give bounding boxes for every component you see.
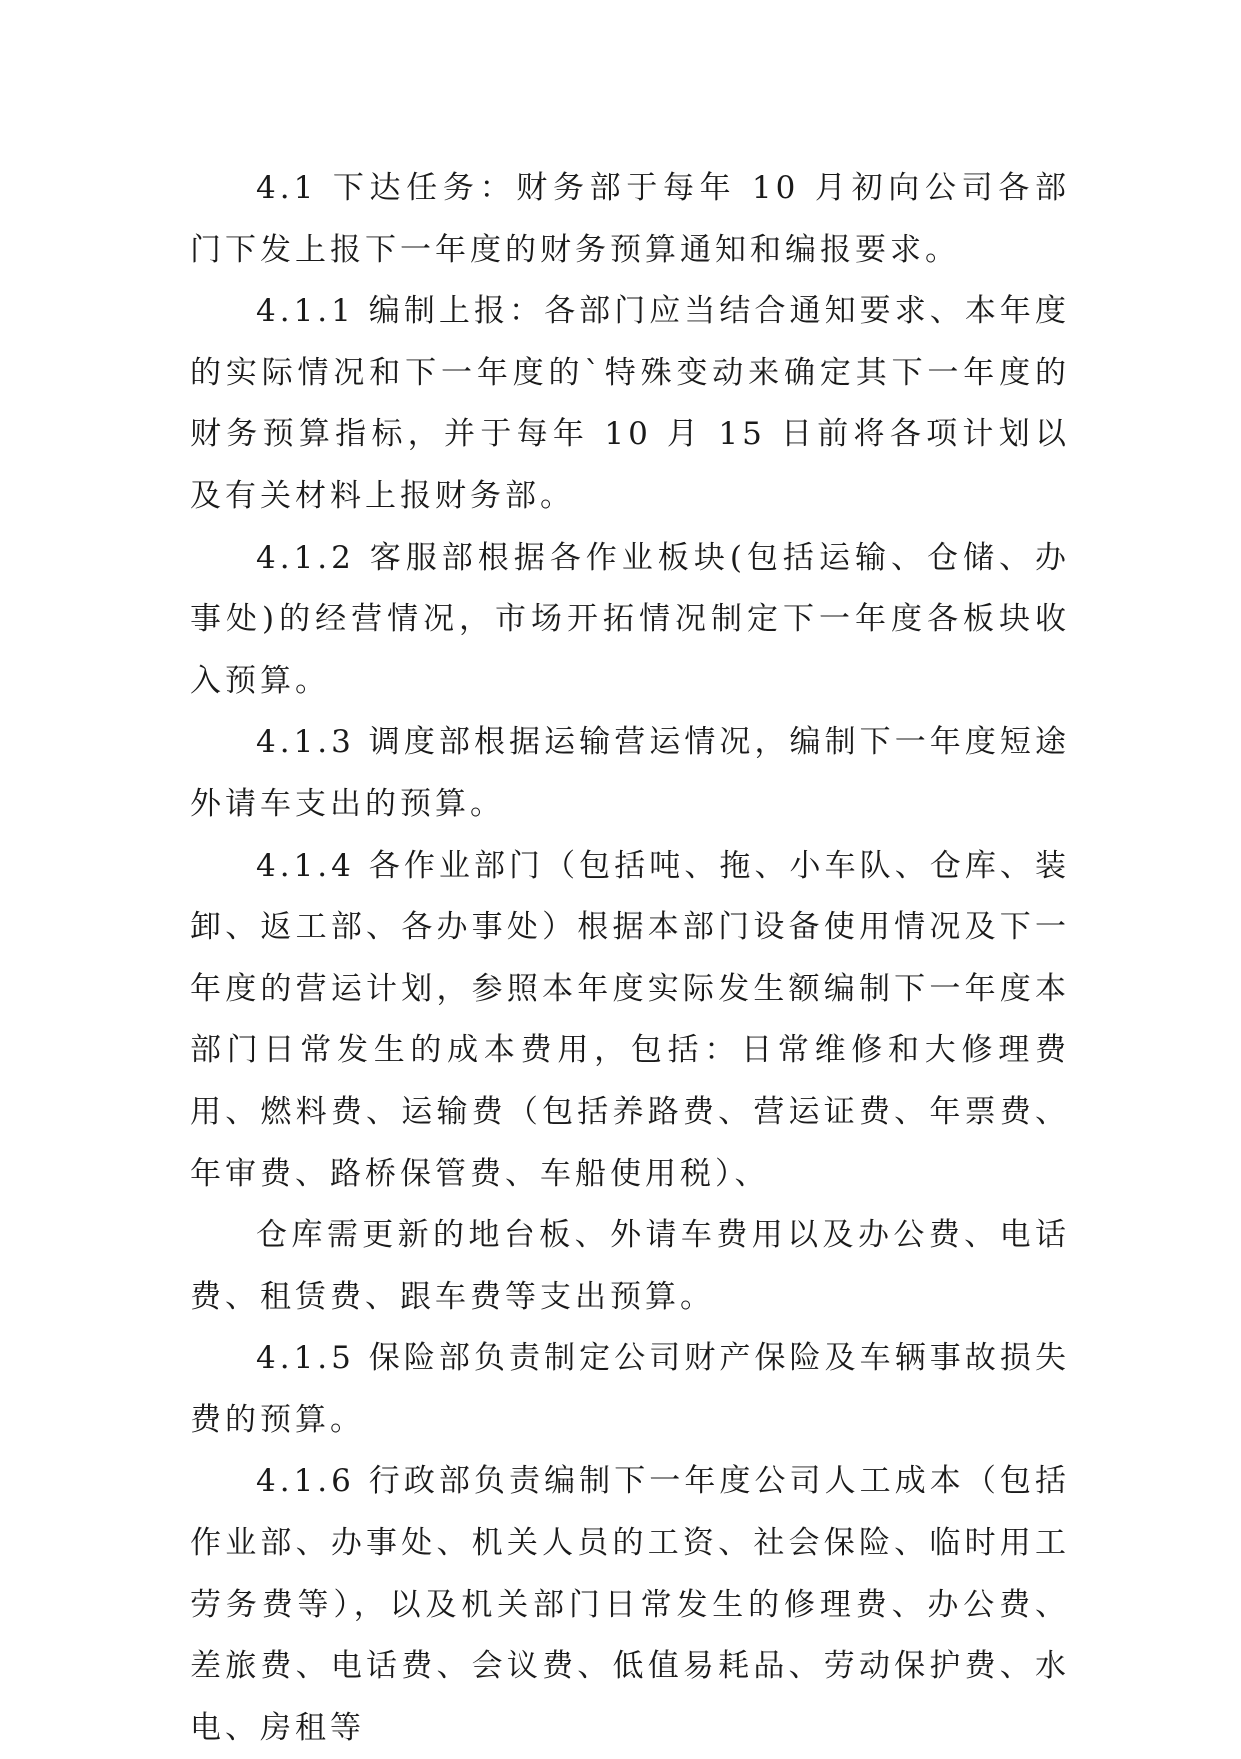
paragraph-4-1-1: 4.1.1 编制上报：各部门应当结合通知要求、本年度的实际情况和下一年度的`特殊变动来确定其下一年度的财务预算指标，并于每年 10 月 15 日前将各项计划以及有关材料上报财务部。 <box>190 293 1070 514</box>
paragraph-4-1-4: 4.1.4 各作业部门（包括吨、拖、小车队、仓库、装卸、返工部、各办事处）根据本部门设备使用情况及下一年度的营运计划，参照本年度实际发生额编制下一年度本部门日常发生的成本费用，包括：日常维修和大修理费用、燃料费、运输费（包括养路费、营运证费、年票费、年审费、路桥保管费、车船使用税）、 <box>190 847 1070 1192</box>
document-body <box>190 158 1070 1759</box>
paragraph-4-1-2: 4.1.2 客服部根据各作业板块(包括运输、仓储、办事处)的经营情况，市场开拓情况制定下一年度各板块收入预算。 <box>190 539 1070 699</box>
paragraph-4-1-6: 4.1.6 行政部负责编制下一年度公司人工成本（包括作业部、办事处、机关人员的工资、社会保险、临时用工劳务费等），以及机关部门日常发生的修理费、办公费、差旅费、电话费、会议费、低值易耗品、劳动保护费、水电、房租等 <box>190 1463 1070 1746</box>
paragraph-warehouse: 仓库需更新的地台板、外请车费用以及办公费、电话费、租赁费、跟车费等支出预算。 <box>190 1217 1070 1315</box>
paragraph-4-1: 4.1 下达任务：财务部于每年 10 月初向公司各部门下发上报下一年度的财务预算通知和编报要求。 <box>190 170 1070 268</box>
paragraph-4-1-3: 4.1.3 调度部根据运输营运情况，编制下一年度短途外请车支出的预算。 <box>190 724 1070 822</box>
paragraph-4-1-5: 4.1.5 保险部负责制定公司财产保险及车辆事故损失费的预算。 <box>190 1340 1070 1438</box>
